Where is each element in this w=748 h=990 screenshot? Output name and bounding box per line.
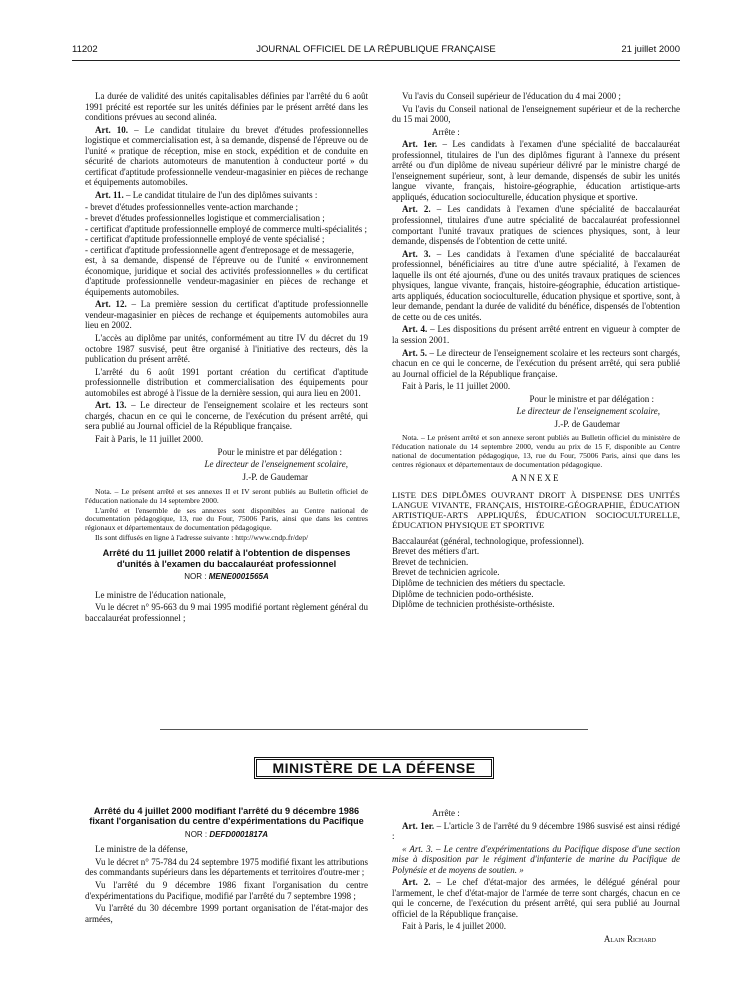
article-2 — [392, 877, 680, 919]
article-12 — [85, 299, 368, 331]
page-header — [72, 44, 680, 58]
signatory-name: J.-P. de Gaudemar — [242, 471, 308, 482]
nota-text: Nota. – Le présent arrêté et ses annexes II et IV seront publiés au Bulletin officiel de l'éducation nationale du 14 septembre 2000. — [85, 487, 368, 505]
nota-block — [85, 488, 368, 542]
signatory-name: Alain Richard — [603, 934, 656, 945]
article-number: Art. 2. — [402, 877, 431, 888]
right-column — [392, 91, 680, 610]
paragraph: Vu le décret n° 75-784 du 24 septembre 1975 modifié fixant les attributions des commandants supérieurs dans les départements et territoires d'outre-mer ; — [85, 856, 368, 878]
list-item: Diplôme de technicien des métiers du spectacle. — [392, 577, 566, 588]
article-text: – Le directeur de l'enseignement scolaire et les recteurs sont chargés, chacun en ce qui le concerne, de l'exécution du présent arrêté, qui sera publié au Journal officiel de la République française. — [392, 347, 680, 379]
paragraph: Vu l'arrêté du 9 décembre 1986 fixant l'organisation du centre d'expérimentations du Pacifique, modifié par l'arrêté du 7 septembre 1998 ; — [85, 880, 368, 901]
article-number: Art. 1er. — [402, 820, 435, 831]
nota-block — [392, 434, 680, 469]
list-item: Diplôme de technicien podo-orthésiste. — [392, 588, 534, 599]
annexe-list — [392, 536, 680, 610]
signing-place-date: Fait à Paris, le 11 juillet 2000. — [402, 381, 511, 392]
signing-place-date: Fait à Paris, le 11 juillet 2000. — [95, 433, 204, 444]
article-text: – Les candidats à l'examen d'une spécialité de baccalauréat professionnel, titulaires de l'un des diplômes figurant à l'annexe du présent arrêté ou d'un diplôme de niveau supérieur délivré par le ministre chargé de l'enseignement supérieur, sont, à leur demande, dispensés de subir les unités langue vivante, français, histoire-géographie, éducation artistique-arts appliqués, éducation socioculturelle, éducation physique et sportive. — [392, 139, 680, 202]
article-text: – Le candidat titulaire du brevet d'études professionnelles logistique et commercialisation est, à sa demande, dispensé de l'épreuve ou de l'unité « pratique de réception, mise en stock, expédition et de conduite en sécurité de chariots automoteurs de manutention à conducteur porté » du certificat d'aptitude professionnelle vendeur-magasinier en pièces de rechange et équipements automobiles. — [85, 124, 368, 188]
page-number: 11202 — [72, 44, 98, 55]
article-number: Art. 13. — [95, 400, 127, 411]
article-text: – L'article 3 de l'arrêté du 9 décembre 1986 susvisé est ainsi rédigé : — [392, 820, 680, 842]
paragraph: Le ministre de la défense, — [95, 844, 188, 855]
list-item: Brevet des métiers d'art. — [392, 546, 480, 557]
article-2 — [392, 204, 680, 246]
issue-date: 21 juillet 2000 — [621, 44, 680, 55]
list-item: Brevet de technicien agricole. — [392, 567, 500, 578]
article-10 — [85, 125, 368, 188]
signatory-title: Le directeur de l'enseignement scolaire, — [516, 406, 660, 417]
list-item: - certificat d'aptitude professionnelle employé de commerce multi-spécialités ; — [85, 223, 368, 234]
nota-url: Ils sont diffusés en ligne à l'adresse suivante : http://www.cndp.fr/dep/ — [95, 532, 309, 542]
article-number: Art. 10. — [95, 124, 129, 135]
annexe-heading: ANNEXE — [511, 473, 561, 484]
list-item: Baccalauréat (général, technologique, professionnel). — [392, 535, 584, 546]
list-item: - certificat d'aptitude professionnelle employé de vente spécialisé ; — [85, 234, 325, 245]
paragraph: Vu le décret n° 95-663 du 9 mai 1995 modifié portant règlement général du baccalauréat professionnel ; — [85, 602, 368, 623]
article-number: Art. 4. — [402, 324, 428, 335]
article-text: – Les candidats à l'examen d'une spécialité de baccalauréat professionnel, titulaires d'une autre spécialité de baccalauréat professionnel comportant l'unité travaux pratiques de sciences physiques, sont, à leur demande, dispensés de l'obtention de cette unité. — [392, 204, 681, 247]
header-rule — [72, 60, 680, 61]
nota-text: Nota. – Le présent arrêté et son annexe seront publiés au Bulletin officiel du ministère de l'éducation nationale du 14 septembre 2000, vendu au prix de 15 F, disponible au Centre national de documentation pédagogique, 13, rue du Four, 75006 Paris, ainsi que dans les centres régionaux et départementaux de documentation pédagogique. — [392, 433, 680, 469]
delegation-line: Pour le ministre et par délégation : — [529, 393, 654, 404]
paragraph: Vu l'arrêté du 30 décembre 1999 portant organisation de l'état-major des armées, — [85, 903, 368, 924]
article-1 — [392, 821, 680, 842]
nor-code: MENE0001565A — [208, 572, 269, 582]
article-text: – Le chef d'état-major des armées, le délégué général pour l'armement, le chef d'état-major de l'armée de terre sont chargés, chacun en ce qui le concerne, de l'exécution du présent arrêté, qui sera publié au Journal officiel de la République française. — [392, 877, 680, 919]
defense-right-column — [392, 808, 680, 947]
intro-paragraph: La durée de validité des unités capitalisables définies par l'arrêté du 6 août 1991 précité est reportée sur les unités définies par le présent arrêté dans les conditions prévues au second alinéa. — [85, 91, 368, 123]
nor-label: NOR : — [184, 572, 209, 582]
nor-reference — [85, 830, 368, 841]
journal-title: JOURNAL OFFICIEL DE LA RÉPUBLIQUE FRANÇAISE — [256, 44, 496, 55]
article-text: – Le directeur de l'enseignement scolaire et les recteurs sont chargés, chacun en ce qui le concerne, de l'exécution du présent arrêté, qui sera publié au Journal officiel de la République française. — [85, 400, 369, 432]
annexe-title: LISTE DES DIPLÔMES OUVRANT DROIT À DISPENSE DES UNITÉS LANGUE VIVANTE, FRANÇAIS, HISTOIRE-GÉOGRAPHIE, ÉDUCATION ARTISTIQUE-ARTS APPLIQUÉS, ÉDUCATION SOCIOCULTURELLE, ÉDUCATION PHYSIQUE ET SPORTIVE — [392, 489, 680, 530]
signing-place-date: Fait à Paris, le 4 juillet 2000. — [402, 921, 506, 932]
article-number: Art. 1er. — [402, 139, 438, 150]
nor-code: DEFD0001817A — [209, 829, 269, 839]
paragraph: Vu l'avis du Conseil national de l'enseignement supérieur et de la recherche du 15 mai 2000, — [392, 103, 680, 125]
article-3 — [392, 249, 680, 323]
list-item: - brevet d'études professionnelles logistique et commercialisation ; — [85, 213, 325, 224]
article-11 — [85, 190, 368, 201]
list-item: - certificat d'aptitude professionnelle agent d'entreposage et de messagerie, — [85, 244, 354, 255]
article-number: Art. 2. — [402, 204, 431, 215]
article-11-tail: est, à sa demande, dispensé de l'épreuve ou de l'unité « environnement économique, juridique et social des activités professionnelles » du certificat d'aptitude professionnelle vendeur-magasinier en pièces de rechange et équipements automobiles. — [85, 255, 368, 297]
article-1 — [392, 139, 680, 202]
paragraph: Vu l'avis du Conseil supérieur de l'éducation du 4 mai 2000 ; — [402, 91, 621, 101]
defense-left-column — [85, 806, 368, 926]
paragraph: Le ministre de l'éducation nationale, — [95, 589, 226, 600]
nor-reference — [85, 572, 368, 583]
article-text: – Le candidat titulaire de l'un des diplômes suivants : — [123, 189, 318, 200]
ministry-banner: MINISTÈRE DE LA DÉFENSE — [254, 757, 494, 779]
section-separator — [160, 729, 588, 730]
article-5 — [392, 348, 680, 380]
list-item: - brevet d'études professionnelles vente-action marchande ; — [85, 202, 299, 213]
decree-title: Arrêté du 4 juillet 2000 modifiant l'arrêté du 9 décembre 1986 fixant l'organisation du centre d'expérimentations du Pacifique — [89, 806, 364, 827]
signatory-title: Le directeur de l'enseignement scolaire, — [204, 459, 348, 470]
arrete-line: Arrête : — [432, 126, 460, 137]
article-4 — [392, 324, 680, 345]
nota-text: L'arrêté et l'ensemble de ses annexes sont disponibles au Centre national de documentation pédagogique, 13, rue du Four, 75006 Paris, ainsi que dans les centres régionaux et départementaux de documentation pédagogique. — [85, 505, 368, 532]
decree-title: Arrêté du 11 juillet 2000 relatif à l'obtention de dispenses d'unités à l'examen du baccalauréat professionnel — [102, 548, 351, 569]
quoted-article: « Art. 3. – Le centre d'expérimentations du Pacifique dispose d'une section mise à disposition par le régiment d'infanterie de marine du Pacifique de Polynésie et de moyens de soutien. » — [392, 843, 680, 875]
list-item: Diplôme de technicien prothésiste-orthésiste. — [392, 599, 555, 610]
article-text: – La première session du certificat d'aptitude professionnelle vendeur-magasinier en pièces de rechange et équipements automobiles aura lieu en 2002. — [85, 299, 368, 331]
delegation-line: Pour le ministre et par délégation : — [217, 446, 342, 457]
article-12-p2: L'accès au diplôme par unités, conformément au titre IV du décret du 19 octobre 1987 susvisé, peut être organisé à l'initiative des recteurs, dès la publication du présent arrêté. — [85, 333, 368, 365]
article-12-p3: L'arrêté du 6 août 1991 portant création du certificat d'aptitude professionnelle distribution et commercialisation des équipements pour automobiles est abrogé à l'issue de la dernière session, qui aura lieu en 2001. — [85, 366, 368, 398]
nor-label: NOR : — [184, 829, 210, 839]
signatory-name: J.-P. de Gaudemar — [554, 418, 620, 429]
article-text: – Les dispositions du présent arrêté entrent en vigueur à compter de la session 2001. — [392, 324, 680, 346]
left-column — [85, 91, 368, 625]
article-number: Art. 5. — [402, 347, 427, 358]
arrete-line: Arrête : — [432, 808, 460, 818]
list-item: Brevet de technicien. — [392, 556, 469, 567]
article-number: Art. 12. — [95, 299, 127, 310]
article-13 — [85, 400, 368, 432]
article-text: – Les candidats à l'examen d'une spécialité de baccalauréat professionnel, bénéficiaires au titre d'une autre spécialité, à l'examen de laquelle ils ont été ajournés, d'une ou des unités travaux pratiques de sciences physiques, langue vivante, français, histoire-géographie, éducation artistique-arts appliqués, éducation socioculturelle, éducation physique et sportive, sont, à leur demande, pendant la durée de validité du bénéfice, dispensés de l'obtention de cette ou de ces unités. — [392, 248, 681, 322]
article-number: Art. 3. — [402, 248, 431, 259]
article-number: Art. 11. — [95, 189, 124, 200]
